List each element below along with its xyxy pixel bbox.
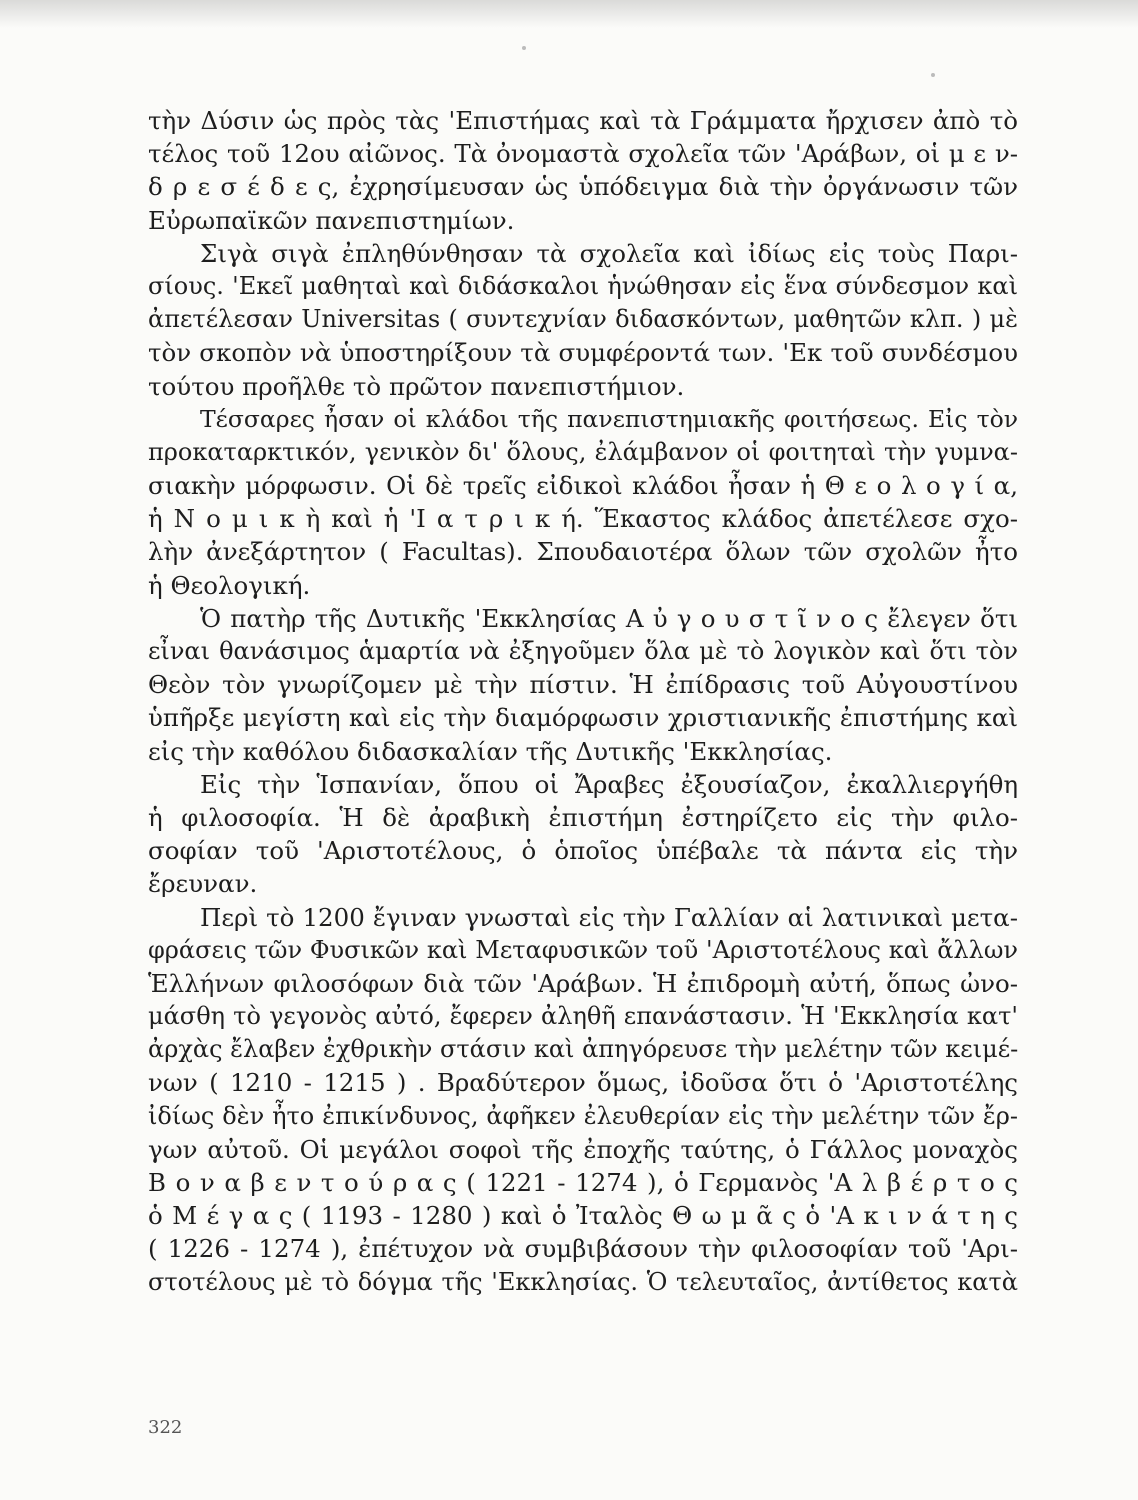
- text-line: Ἑλλήνων φιλοσόφων διὰ τῶν 'Αράβων. Ἡ ἐπιδρομὴ αὐτή, ὅπως ὠνο-: [148, 968, 1018, 998]
- text-line: τέλος τοῦ 12ου αἰῶνος. Τὰ ὀνομαστὰ σχολεῖα τῶν 'Αράβων, οἱ μ ε ν-: [148, 139, 1018, 169]
- text-line: ( 1226 - 1274 ), ἐπέτυχον νὰ συμβιβάσουν τὴν φιλοσοφίαν τοῦ 'Αρι-: [148, 1234, 1018, 1264]
- text-line: ἡ Ν ο μ ι κ ὴ καὶ ἡ 'Ι α τ ρ ι κ ή. Ἕκαστος κλάδος ἀπετέλεσε σχο-: [148, 504, 1018, 534]
- text-line: εἶναι θανάσιμος ἁμαρτία νὰ ἐξηγοῦμεν ὅλα μὲ τὸ λογικὸν καὶ ὅτι τὸν: [148, 637, 1018, 665]
- text-line: σοφίαν τοῦ 'Αριστοτέλους, ὁ ὁποῖος ὑπέβαλε τὰ πάντα εἰς τὴν: [148, 836, 1018, 866]
- text-line: προκαταρκτικόν, γενικὸν δι' ὅλους, ἐλάμβανον οἱ φοιτηταὶ τὴν γυμνα-: [148, 437, 1018, 466]
- page-top-shadow: [0, 0, 1138, 28]
- text-line: τὸν σκοπὸν νὰ ὑποστηρίξουν τὰ συμφέροντά των. 'Εκ τοῦ συνδέσμου: [148, 338, 1018, 368]
- text-line: ὑπῆρξε μεγίστη καὶ εἰς τὴν διαμόρφωσιν χριστιανικῆς ἐπιστήμης καὶ: [148, 703, 1018, 733]
- text-line: Ὁ πατὴρ τῆς Δυτικῆς 'Εκκλησίας Α ὐ γ ο υ σ τ ῖ ν ο ς ἔλεγεν ὅτι: [200, 603, 1018, 633]
- page-number: 322: [148, 1417, 183, 1438]
- text-line: ἔρευναν.: [148, 869, 258, 899]
- text-line: μάσθη τὸ γεγονὸς αὐτό, ἔφερεν ἀληθῆ επανάστασιν. Ἡ 'Εκκλησία κατ': [148, 1002, 1018, 1031]
- speck: [931, 73, 935, 77]
- text-line: Τέσσαρες ἦσαν οἱ κλάδοι τῆς πανεπιστημιακῆς φοιτήσεως. Εἰς τὸν: [200, 404, 1018, 433]
- text-line: τούτου προῆλθε τὸ πρῶτον πανεπιστήμιον.: [148, 371, 685, 401]
- text-line: στοτέλους μὲ τὸ δόγμα τῆς 'Εκκλησίας. Ὁ τελευταῖος, ἀντίθετος κατὰ: [148, 1267, 1018, 1296]
- text-line: ἡ Θεολογική.: [148, 570, 311, 600]
- text-line: Σιγὰ σιγὰ ἐπληθύνθησαν τὰ σχολεῖα καὶ ἰδίως εἰς τοὺς Παρι-: [200, 238, 1018, 268]
- speck: [522, 46, 526, 50]
- text-line: λὴν ἀνεξάρτητον ( Facultas). Σπουδαιοτέρα ὅλων τῶν σχολῶν ἦτο: [148, 537, 1018, 567]
- body-text: [148, 104, 1018, 1299]
- text-line: δ ρ ε σ έ δ ε ς, ἐχρησίμευσαν ὡς ὑπόδειγμα διὰ τὴν ὀργάνωσιν τῶν: [148, 172, 1018, 202]
- text-line: ἡ φιλοσοφία. Ἡ δὲ ἀραβικὴ ἐπιστήμη ἐστηρίζετο εἰς τὴν φιλο-: [148, 802, 1018, 832]
- text-line: ὁ Μ έ γ α ς ( 1193 - 1280 ) καὶ ὁ Ἰταλὸς Θ ω μ ᾶ ς ὁ 'Α κ ι ν ά τ η ς: [148, 1201, 1018, 1231]
- text-line: Θεὸν τὸν γνωρίζομεν μὲ τὴν πίστιν. Ἡ ἐπίδρασις τοῦ Αὐγουστίνου: [148, 670, 1018, 700]
- text-line: νων ( 1210 - 1215 ) . Βραδύτερον ὅμως, ἰδοῦσα ὅτι ὁ 'Αριστοτέλης: [148, 1068, 1018, 1098]
- text-line: ἰδίως δὲν ἦτο ἐπικίνδυνος, ἀφῆκεν ἐλευθερίαν εἰς τὴν μελέτην τῶν ἔρ-: [148, 1101, 1018, 1130]
- text-line: σιακὴν μόρφωσιν. Οἱ δὲ τρεῖς εἰδικοὶ κλάδοι ἦσαν ἡ Θ ε ο λ ο γ ί α,: [148, 471, 1018, 501]
- text-line: τὴν Δύσιν ὡς πρὸς τὰς 'Επιστήμας καὶ τὰ Γράμματα ἤρχισεν ἀπὸ τὸ: [148, 106, 1018, 135]
- text-line: Εὐρωπαϊκῶν πανεπιστημίων.: [148, 205, 515, 235]
- text-line: γων αὐτοῦ. Οἱ μεγάλοι σοφοὶ τῆς ἐποχῆς ταύτης, ὁ Γάλλος μοναχὸς: [148, 1134, 1018, 1164]
- text-line: Περὶ τὸ 1200 ἔγιναν γνωσταὶ εἰς τὴν Γαλλίαν αἱ λατινικαὶ μετα-: [200, 902, 1018, 932]
- text-line: ἀρχὰς ἔλαβεν ἐχθρικὴν στάσιν καὶ ἀπηγόρευσε τὴν μελέτην τῶν κειμέ-: [148, 1035, 1019, 1064]
- text-line: εἰς τὴν καθόλου διδασκαλίαν τῆς Δυτικῆς 'Εκκλησίας.: [148, 736, 833, 766]
- text-line: σίους. 'Εκεῖ μαθηταὶ καὶ διδάσκαλοι ἡνώθησαν εἰς ἕνα σύνδεσμον καὶ: [148, 271, 1018, 300]
- text-line: φράσεις τῶν Φυσικῶν καὶ Μεταφυσικῶν τοῦ 'Αριστοτέλους καὶ ἄλλων: [148, 935, 1018, 964]
- text-line: Β ο ν α β ε ν τ ο ύ ρ α ς ( 1221 - 1274 ), ὁ Γερμανὸς 'Α λ β έ ρ τ ο ς: [148, 1168, 1018, 1197]
- text-line: Εἰς τὴν Ἱσπανίαν, ὅπου οἱ Ἄραβες ἐξουσίαζον, ἐκαλλιεργήθη: [200, 769, 1018, 799]
- text-line: ἀπετέλεσαν Universitas ( συντεχνίαν διδασκόντων, μαθητῶν κλπ. ) μὲ: [148, 305, 1018, 334]
